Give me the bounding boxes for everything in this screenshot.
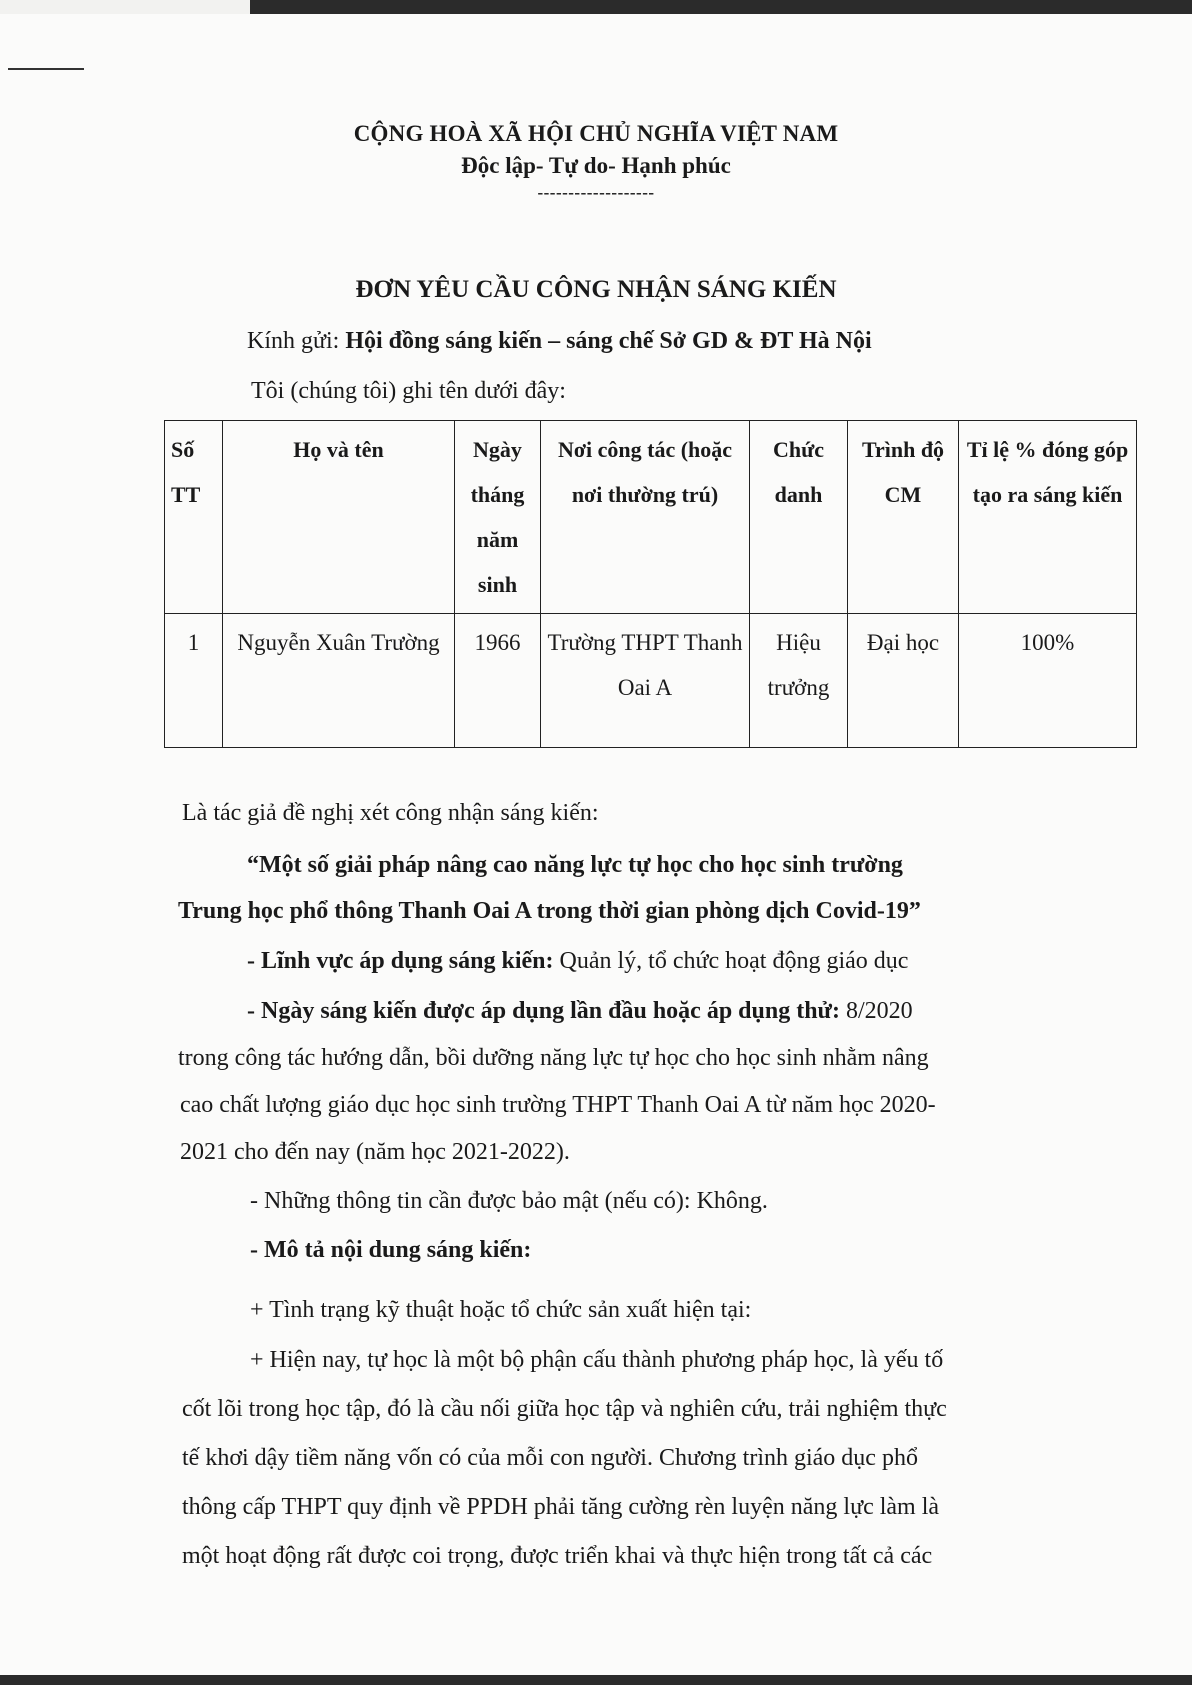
description-label: - Mô tả nội dung sáng kiến: <box>250 1237 532 1263</box>
initiative-title-line1: “Một số giải pháp nâng cao năng lực tự học cho học sinh trường <box>247 852 903 878</box>
paragraph-line-2: cốt lõi trong học tập, đó là cầu nối giữa học tập và nghiên cứu, trải nghiệm thực <box>182 1396 947 1422</box>
date-line-2: trong công tác hướng dẫn, bồi dưỡng năng lực tự học cho học sinh nhằm nâng <box>178 1045 929 1071</box>
date-line-4: 2021 cho đến nay (năm học 2021-2022). <box>180 1139 570 1165</box>
scan-top-edge <box>0 0 1192 14</box>
margin-mark <box>8 68 84 70</box>
cell-position: Hiệu trưởng <box>750 614 848 748</box>
status-line: + Tình trạng kỹ thuật hoặc tổ chức sản xuất hiện tại: <box>250 1297 752 1323</box>
paragraph-line-1: + Hiện nay, tự học là một bộ phận cấu thành phương pháp học, là yếu tố <box>250 1347 944 1373</box>
paragraph-line-5: một hoạt động rất được coi trọng, được triển khai và thực hiện trong tất cả các <box>182 1543 933 1569</box>
author-line: Là tác giả đề nghị xét công nhận sáng kiến: <box>182 800 599 826</box>
intro-line: Tôi (chúng tôi) ghi tên dưới đây: <box>251 378 566 404</box>
cell-workplace: Trường THPT Thanh Oai A <box>541 614 750 748</box>
header-stt: Số TT <box>165 421 223 614</box>
scan-bottom-edge <box>0 1675 1192 1685</box>
date-label: - Ngày sáng kiến được áp dụng lần đầu hoặc áp dụng thử: <box>247 998 840 1024</box>
header-dob: Ngày tháng năm sinh <box>455 421 541 614</box>
national-title: CỘNG HOÀ XÃ HỘI CHỦ NGHĨA VIỆT NAM <box>353 121 839 146</box>
cell-qualification: Đại học <box>848 614 959 748</box>
author-table <box>164 420 1137 748</box>
header-contribution: Tỉ lệ % đóng góp tạo ra sáng kiến <box>959 421 1137 614</box>
date-line-3: cao chất lượng giáo dục học sinh trường THPT Thanh Oai A từ năm học 2020- <box>180 1092 936 1118</box>
header-name: Họ và tên <box>223 421 455 614</box>
field-line <box>247 948 908 975</box>
recipient-prefix: Kính gửi: <box>247 328 346 354</box>
paragraph-line-3: tế khơi dậy tiềm năng vốn có của mỗi con người. Chương trình giáo dục phổ <box>182 1445 918 1471</box>
document-title: ĐƠN YÊU CẦU CÔNG NHẬN SÁNG KIẾN <box>355 276 837 303</box>
date-value: 8/2020 <box>839 998 913 1024</box>
initiative-title-line2: Trung học phổ thông Thanh Oai A trong thời gian phòng dịch Covid-19” <box>178 898 921 924</box>
cell-name: Nguyễn Xuân Trường <box>223 614 455 748</box>
header-workplace: Nơi công tác (hoặc nơi thường trú) <box>541 421 750 614</box>
header-separator: ------------------- <box>537 183 655 202</box>
national-motto: Độc lập- Tự do- Hạnh phúc <box>461 153 731 178</box>
confidential-line: - Những thông tin cần được bảo mật (nếu có): Không. <box>250 1188 768 1214</box>
cell-stt: 1 <box>165 614 223 748</box>
paragraph-line-4: thông cấp THPT quy định về PPDH phải tăng cường rèn luyện năng lực làm là <box>182 1494 940 1520</box>
field-label: - Lĩnh vực áp dụng sáng kiến: <box>247 948 554 974</box>
header-qualification: Trình độ CM <box>848 421 959 614</box>
table-row <box>165 614 1137 748</box>
document-page <box>0 12 1192 1677</box>
header-position: Chức danh <box>750 421 848 614</box>
recipient-line <box>247 328 872 355</box>
cell-contribution: 100% <box>959 614 1137 748</box>
date-line <box>247 998 913 1025</box>
cell-dob: 1966 <box>455 614 541 748</box>
field-value: Quản lý, tổ chức hoạt động giáo dục <box>553 948 909 974</box>
recipient-name: Hội đồng sáng kiến – sáng chế Sở GD & ĐT Hà Nội <box>345 328 872 354</box>
table-header-row <box>165 421 1137 614</box>
